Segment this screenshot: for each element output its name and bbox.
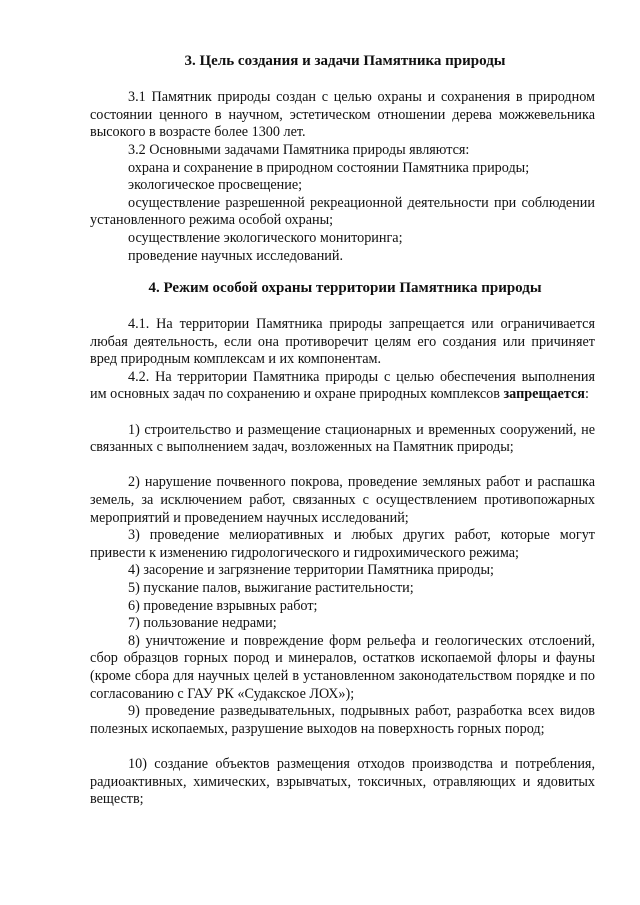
section-3-paragraph-2: 3.2 Основными задачами Памятника природы являются: bbox=[128, 142, 470, 158]
prohibition-item-4: 4) засорение и загрязнение территории Памятника природы; bbox=[128, 562, 494, 579]
prohibition-item-6: 6) проведение взрывных работ; bbox=[128, 597, 318, 614]
prohibition-item-8: 8) уничтожение и повреждение форм рельефа и геологических отслоений, сбор образцов горных пород и минералов, остатков ископаемой флоры и фауны (кроме сбора для научных целей в установленном законодательством порядке и по согласованию с ГАУ РК «Судакское ЛОХ»); bbox=[90, 632, 595, 702]
prohibition-item-3: 3) проведение мелиоративных и любых других работ, которые могут привести к изменению гидрологического и гидрохимического режима; bbox=[90, 527, 595, 561]
section-3-paragraph-1: 3.1 Памятник природы создан с целью охраны и сохранения в природном состоянии ценного в научном, эстетическом отношении дерева можжевельника высокого в возрасте более 1300 лет. bbox=[90, 89, 595, 141]
section-4-paragraph-2-colon: : bbox=[584, 386, 589, 403]
prohibition-item-9: 9) проведение разведывательных, подрывных работ, разработка всех видов полезных ископаемых, разрушение выходов на поверхность горных пород; bbox=[90, 703, 595, 737]
section-3-task-3: осуществление разрешенной рекреационной деятельности при соблюдении установленного режима особой охраны; bbox=[90, 194, 595, 229]
prohibition-item-5: 5) пускание палов, выжигание растительности; bbox=[128, 580, 414, 596]
section-3-task-4: осуществление экологического мониторинга; bbox=[128, 230, 403, 246]
section-4-paragraph-2 bbox=[90, 369, 595, 404]
section-3-task-5: проведение научных исследований. bbox=[128, 247, 344, 264]
section-3-task-1: охрана и сохранение в природном состоянии Памятника природы; bbox=[128, 159, 530, 176]
prohibition-item-1: 1) строительство и размещение стационарных и временных сооружений, не связанных с выполнением задач, возложенных на Памятник природы; bbox=[90, 421, 595, 456]
prohibition-item-10: 10) создание объектов размещения отходов производства и потребления, радиоактивных, химических, взрывчатых, токсичных, отравляющих и ядовитых веществ; bbox=[90, 756, 595, 808]
section-3-task-2: экологическое просвещение; bbox=[128, 177, 303, 194]
section-3-title: 3. Цель создания и задачи Памятника природы bbox=[184, 53, 506, 69]
section-4-title: 4. Режим особой охраны территории Памятника природы bbox=[148, 280, 542, 296]
prohibited-keyword: запрещается bbox=[503, 386, 585, 403]
prohibition-item-2: 2) нарушение почвенного покрова, проведение земляных работ и распашка земель, за исключением работ, связанных с осуществлением противопожарных мероприятий и проведением научных исследований; bbox=[90, 474, 595, 526]
section-4-paragraph-2-text: 4.2. На территории Памятника природы с целью обеспечения выполнения им основных задач по сохранению и охране природных комплексов bbox=[90, 368, 595, 403]
section-4-paragraph-1: 4.1. На территории Памятника природы запрещается или ограничивается любая деятельность, если она противоречит целям его создания или причиняет вред природным комплексам и их компонентам. bbox=[90, 316, 595, 368]
prohibition-item-7: 7) пользование недрами; bbox=[128, 615, 277, 632]
